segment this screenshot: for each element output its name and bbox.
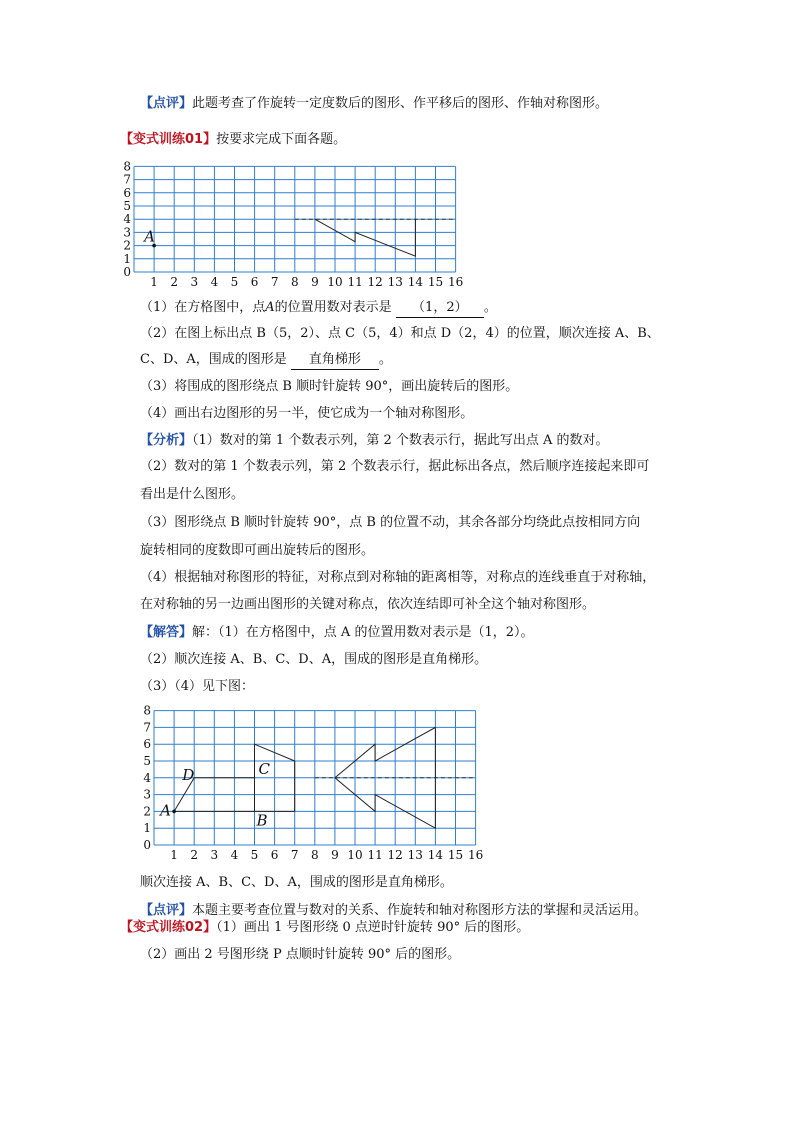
exercise-2-question-2: （2）画出 2 号图形绕 P 点顺时针旋转 90° 后的图形。	[140, 947, 461, 962]
x-tick-label: 12	[367, 275, 383, 289]
y-tick-label: 1	[123, 251, 131, 266]
y-tick-label: 8	[143, 703, 151, 718]
x-tick-label: 8	[310, 848, 319, 862]
x-tick-label: 11	[367, 848, 383, 862]
x-tick-label: 5	[230, 275, 239, 289]
question-4: （4）画出右边图形的另一半，使它成为一个轴对称图形。	[140, 406, 474, 421]
analysis-line-7: 在对称轴的另一边画出图形的关键对称点，依次连结即可补全这个轴对称图形。	[140, 597, 596, 612]
analysis-line-6: （4）根据轴对称图形的特征，对称点到对称轴的距离相等，对称点的连线垂直于对称轴，	[140, 570, 656, 585]
x-tick-label: 10	[347, 848, 363, 862]
x-tick-label: 8	[290, 275, 299, 289]
analysis-tag: 【分析】	[140, 433, 193, 448]
x-tick-label: 14	[427, 848, 444, 862]
x-tick-label: 1	[150, 275, 158, 289]
y-tick-label: 7	[123, 172, 131, 187]
solution-text-1: 解：（1）在方格图中，点 A 的位置用数对表示是（1，2）。	[192, 625, 534, 640]
solution-line-1	[140, 624, 533, 642]
x-tick-label: 13	[387, 275, 403, 289]
point-a	[172, 810, 176, 814]
x-tick-label: 15	[427, 275, 444, 289]
x-tick-label: 3	[190, 275, 199, 289]
solution-line-2: （2）顺次连接 A、B、C、D、A，围成的图形是直角梯形。	[140, 652, 488, 667]
y-tick-label: 3	[143, 787, 151, 802]
analysis-line-2: （2）数对的第 1 个数表示列，第 2 个数表示行，据此标出各点，然后顺序连接起来即可	[140, 459, 650, 474]
x-tick-label: 6	[270, 848, 279, 862]
exercise-1-heading	[120, 131, 346, 149]
q2-post: 。	[378, 352, 392, 367]
point-label: B	[256, 811, 268, 830]
upper-half	[335, 727, 436, 777]
x-tick-label: 16	[467, 848, 484, 862]
y-tick-label: 0	[123, 265, 131, 279]
x-tick-label: 16	[447, 275, 464, 289]
x-tick-label: 7	[270, 275, 279, 289]
q1-point: A	[265, 300, 275, 315]
analysis-line-1	[140, 432, 609, 450]
analysis-line-3: 看出是什么图形。	[140, 487, 245, 502]
lower-half	[335, 778, 436, 828]
exercise-2-heading	[120, 919, 529, 937]
point-a-label: A	[144, 227, 155, 246]
exercise-2-tag: 【变式训练02】	[120, 920, 217, 935]
y-tick-label: 2	[143, 804, 151, 819]
comment-1	[140, 95, 608, 113]
x-tick-label: 9	[331, 848, 339, 862]
comment-tag: 【点评】	[140, 96, 193, 111]
solution-line-3: （3）（4）见下图：	[140, 679, 255, 694]
y-tick-label: 4	[123, 212, 131, 227]
x-tick-label: 2	[170, 275, 179, 289]
x-tick-label: 11	[347, 275, 363, 289]
x-tick-label: 15	[447, 848, 464, 862]
x-tick-label: 13	[407, 848, 423, 862]
y-tick-label: 1	[143, 821, 151, 836]
x-tick-label: 10	[327, 275, 343, 289]
point-label: A	[160, 801, 171, 820]
x-tick-label: 9	[311, 275, 319, 289]
analysis-line-4: （3）图形绕点 B 顺时针旋转 90°，点 B 的位置不动，其余各部分均绕此点按相同方向	[140, 515, 641, 530]
q2-answer: 直角梯形	[291, 351, 379, 370]
x-tick-label: 12	[387, 848, 403, 862]
solution-tag: 【解答】	[140, 625, 193, 640]
question-2-line1: （2）在图上标出点 B（5，2）、点 C（5，4）和点 D（2，4）的位置，顺次连接 A、B、	[140, 326, 660, 341]
comment-2-text: 本题主要考查位置与数对的关系、作旋转和轴对称图形方法的掌握和灵活运用。	[192, 903, 648, 918]
analysis-line-5: 旋转相同的度数即可画出旋转后的图形。	[140, 543, 375, 558]
exercise-text: 按要求完成下面各题。	[216, 132, 347, 147]
q1-answer: （1，2）	[396, 299, 484, 318]
comment-text: 此题考查了作旋转一定度数后的图形、作平移后的图形、作轴对称图形。	[192, 96, 609, 111]
x-tick-label: 5	[250, 848, 259, 862]
question-2-line2	[140, 351, 392, 370]
q1-pre: （1）在方格图中，点	[140, 300, 266, 315]
q1-post: 。	[483, 300, 497, 315]
x-tick-label: 4	[210, 275, 219, 289]
analysis-text-1: （1）数对的第 1 个数表示列，第 2 个数表示行，据此写出点 A 的数对。	[192, 433, 609, 448]
x-tick-label: 1	[170, 848, 178, 862]
coordinate-grid-2	[120, 705, 500, 870]
half-figure	[315, 219, 416, 256]
q2-pre: C、D、A，围成的图形是	[140, 352, 287, 367]
y-tick-label: 2	[123, 238, 131, 253]
point-label: D	[182, 765, 195, 784]
y-tick-label: 6	[143, 737, 151, 752]
coordinate-grid-1	[120, 155, 500, 295]
x-tick-label: 4	[230, 848, 239, 862]
y-tick-label: 8	[123, 159, 131, 174]
y-tick-label: 5	[143, 754, 151, 768]
exercise-tag: 【变式训练01】	[120, 132, 217, 147]
y-tick-label: 3	[123, 225, 131, 240]
y-tick-label: 6	[123, 185, 131, 200]
point-label: C	[258, 759, 270, 778]
q1-mid: 的位置用数对表示是	[274, 300, 392, 315]
comment-2-tag: 【点评】	[140, 903, 193, 918]
x-tick-label: 14	[407, 275, 424, 289]
exercise-2-text: （1）画出 1 号图形绕 0 点逆时针旋转 90° 后的图形。	[216, 920, 530, 935]
conclusion: 顺次连接 A、B、C、D、A，围成的图形是直角梯形。	[140, 875, 453, 890]
question-1	[140, 299, 497, 318]
y-tick-label: 4	[143, 770, 151, 785]
x-tick-label: 2	[190, 848, 199, 862]
y-tick-label: 5	[123, 199, 131, 213]
x-tick-label: 6	[250, 275, 259, 289]
question-3: （3）将围成的图形绕点 B 顺时针旋转 90°，画出旋转后的图形。	[140, 379, 519, 394]
y-tick-label: 7	[143, 720, 151, 735]
y-tick-label: 0	[143, 838, 151, 852]
comment-2	[140, 902, 647, 920]
x-tick-label: 7	[290, 848, 299, 862]
x-tick-label: 3	[210, 848, 219, 862]
